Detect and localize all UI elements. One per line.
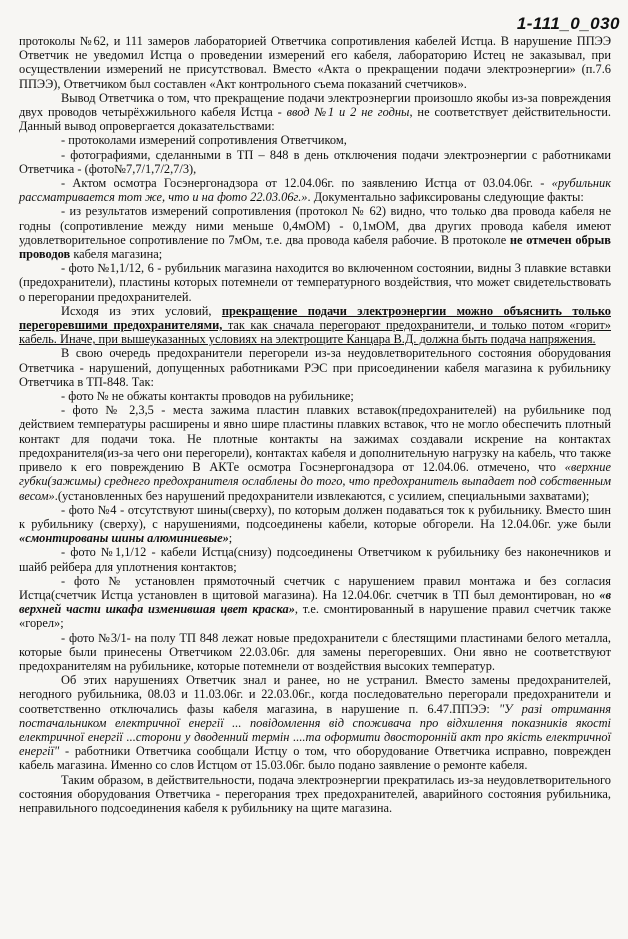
evidence-item-5: - фото №1,1/12, 6 - рубильник магазина находится во включенном состоянии, видны 3 плавкие вставки (предохранители), пластины которых потемнели от температурного воздействия, что может свидетельствовать о перегорании предохранителей.	[19, 261, 611, 304]
violation-item-2: - фото № 2,3,5 - места зажима пластин плавких вставок(предохранителей) на рубильнике под действием температуры расширены и явно шире пластины плавких вставок, что не могло обеспечить плотный контакт для подачи тока. Не плотные контакты на зажимах создавали искрение на контактах предохранителя(из-за чего они перегорели), контактах кабеля и дополнительную нагрузку на кабель, что также привело к его повреждению В АКТе осмотра Госэнергонадзора от 12.04.06. отмечено, что «верхние губки(зажимы) среднего предохранителя ослаблены до того, что предохранитель выпадает под собственным весом».(установленных без нарушений предохранители извлекаются, с усилием, специальными захватами);	[19, 403, 611, 503]
violation-item-1: - фото № не обжаты контакты проводов на рубильнике;	[61, 389, 354, 404]
paragraph-protocols: протоколы №62, и 111 замеров лабораторией Ответчика сопротивления кабелей Истца. В нарушение ППЭЭ Ответчик не уведомил Истца о проведении измерений его кабеля, лабораторию Истец не заказывал, при осуществлении измерений не присутствовал. Вместо «Акта о прекращении подачи электроэнергии» (п.7.6 ППЭЭ), Ответчиком был составлен «Акт контрольного съема показаний счетчиков».	[19, 34, 611, 91]
violation-item-6: - фото №3/1- на полу ТП 848 лежат новые предохранители с блестящими пластинами белого металла, которые были принесены Ответчиком 22.03.06г. для замены перегоревших. Они явно не соответствуют предохранителям на рубильнике, которые потемнели от воздействия высоких температур.	[19, 630, 611, 673]
evidence-item-1: - протоколами измерений сопротивления Ответчиком,	[61, 133, 347, 148]
paragraph-conclusion: Вывод Ответчика о том, что прекращение подачи электроэнергии произошло якобы из-за повреждения двух проводов четырёхжильного кабеля Истца - ввод №1 и 2 не годны, не соответствует действительности. Данный вывод опровергается доказательствами:	[19, 90, 611, 134]
paragraph-prior-knowledge: Об этих нарушениях Ответчик знал и ранее, но не устранил. Вместо замены предохранителей, негодного рубильника, 08.03 и 11.03.06г. и 22.03.06г., когда последовательно перегорали предохранители и соответственно отключались фазы кабеля магазина, в нарушение п. 6.47.ППЭЭ: "У разі отримання постачальником електричної енергії ... повідомлення від споживача про відхилення показників якості електричної енергії ...сторони у дводенний термін ....та оформити двосторонній акт про якість електричної енергії" - работники Ответчика сообщали Истцу о том, что оборудование Ответчика исправно, поврежден кабель магазина. Именно со слов Истцом от 15.03.06г. было подано заявление о ремонте кабеля.	[19, 673, 611, 773]
paragraph-cause: Исходя из этих условий, прекращение подачи электроэнергии можно объяснить только перегоревшими предохранителями, так как сначала перегорают предохранители, и только потом «горит» кабель. Иначе, при вышеуказанных условиях на электрощите Канцара В.Д. должна быть подача напряжения.	[19, 303, 612, 347]
paragraph-fuses: В свою очередь предохранители перегорели из-за неудовлетворительного состояния оборудования Ответчика - нарушений, допущенных работниками РЭС при присоединении кабеля магазина к рубильнику Ответчика в ТП-848. Так:	[19, 346, 611, 389]
evidence-item-4: - из результатов измерений сопротивления (протокол № 62) видно, что только два провода кабеля не годны (сопротивление между ними меньше 0,4мОМ) - 0,1мОМ, два других провода кабеля имеют удовлетворительное сопротивление по 7мОм, т.е. два провода кабеля рабочие. В протоколе не отмечен обрыв проводов кабеля магазина;	[19, 204, 611, 262]
document-id: 1-111_0_030	[516, 14, 620, 33]
paragraph-summary: Таким образом, в действительности, подача электроэнергии прекратилась из-за неудовлетворительного состояния оборудования Ответчика - перегорания трех предохранителей, аварийного состояния рубильника, неправильного подсоединения кабеля к рубильнику на щите магазина.	[19, 772, 611, 815]
evidence-item-2: - фотографиями, сделанными в ТП – 848 в день отключения подачи электроэнергии с работниками Ответчика - (фото№7,7/1,7/2,7/3),	[19, 147, 611, 176]
violation-item-5: - фото № установлен прямоточный счетчик с нарушением правил монтажа и без согласия Истца(счетчик Истца установлен в щитовой магазина). На 12.04.06г. счетчик в ТП был демонтирован, но «в верхней части шкафа изменившая цвет краска», т.е. смонтированный в нарушение правил счетчик также «горел»;	[19, 573, 611, 631]
violation-item-3: - фото №4 - отсутствуют шины(сверху), по которым должен подаваться ток к рубильнику. Вместо шин к рубильнику (сверху), с нарушениями, подсоединены кабели, которые обгорели. На 12.04.06г. уже были «смонтированы шины алюминиевые»;	[19, 502, 611, 546]
document-body	[19, 34, 611, 815]
evidence-item-3: - Актом осмотра Госэнергонадзора от 12.04.06г. по заявлению Истца от 03.04.06г. - «рубильник рассматривается тот же, что и на фото 22.03.06г.». Документально зафиксированы следующие факты:	[19, 176, 611, 205]
violation-item-4: - фото №1,1/12 - кабели Истца(снизу) подсоединены Ответчиком к рубильнику без наконечников и шайб рейбера для уплотнения контактов;	[19, 545, 611, 574]
